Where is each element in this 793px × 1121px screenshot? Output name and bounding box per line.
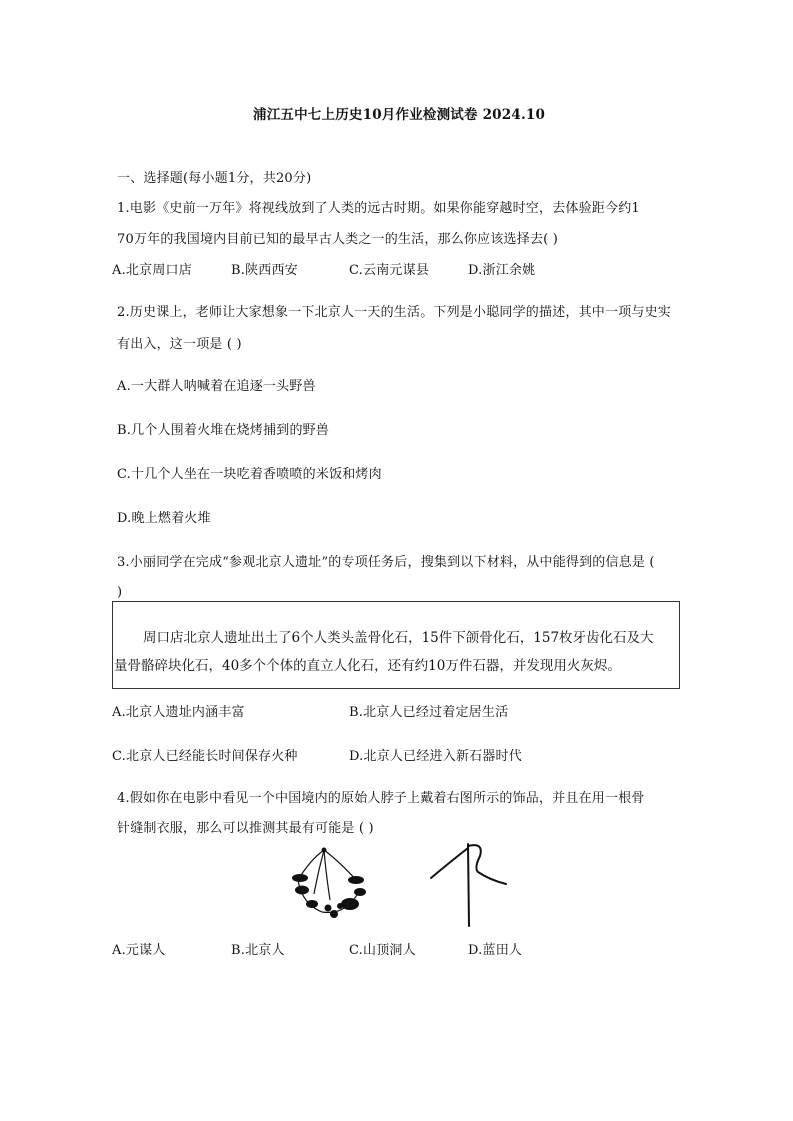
necklace-ornament-image (288, 842, 384, 922)
q3-material-line-1: 周口店北京人遗址出土了6个人类头盖骨化石，15件下颌骨化石，157枚牙齿化石及大 (143, 630, 654, 646)
q1-line-1: 1.电影《史前一万年》将视线放到了人类的远古时期。如果你能穿越时空，去体验距今约1 (117, 201, 640, 216)
q3-line-2: ) (117, 585, 123, 600)
q3-material-box (112, 601, 680, 689)
q3-line-1: 3.小丽同学在完成“参观北京人遗址”的专项任务后，搜集到以下材料，从中能得到的信息是 ( (117, 555, 655, 570)
q3-material-line-2: 量骨骼碎块化石，40多个个体的直立人化石，还有约10万件石器，并发现用火灰烬。 (114, 658, 621, 674)
q2-line-2: 有出入，这一项是 ( ) (117, 337, 242, 352)
q1-option-d: D.浙江余姚 (468, 263, 536, 278)
q2-option-a: A.一大群人呐喊着在追逐一头野兽 (117, 379, 316, 394)
q1-option-a: A.北京周口店 (112, 263, 192, 278)
bone-needle-image (428, 840, 508, 930)
q3-option-d: D.北京人已经进入新石器时代 (349, 749, 522, 764)
q2-option-d: D.晚上燃着火堆 (117, 511, 211, 526)
exam-title: 浦江五中七上历史10月作业检测试卷 2024.10 (253, 107, 546, 123)
q1-line-2: 70万年的我国境内目前已知的最早古人类之一的生活，那么你应该选择去( ) (117, 232, 559, 247)
q1-option-b: B.陕西西安 (231, 263, 298, 278)
q3-option-a: A.北京人遗址内涵丰富 (112, 705, 245, 720)
q4-option-b: B.北京人 (231, 943, 285, 958)
q4-option-d: D.蓝田人 (468, 943, 523, 958)
q4-option-a: A.元谋人 (112, 943, 166, 958)
q3-option-b: B.北京人已经过着定居生活 (349, 705, 509, 720)
q4-option-c: C.山顶洞人 (349, 943, 416, 958)
q1-option-c: C.云南元谋县 (349, 263, 430, 278)
q2-line-1: 2.历史课上，老师让大家想象一下北京人一天的生活。下列是小聪同学的描述，其中一项与史实 (117, 305, 672, 320)
q2-option-c: C.十几个人坐在一块吃着香喷喷的米饭和烤肉 (117, 467, 382, 482)
section-heading: 一、选择题(每小题1分，共20分) (117, 171, 312, 186)
q2-option-b: B.几个人围着火堆在烧烤捕到的野兽 (117, 423, 330, 438)
q4-line-2: 针缝制衣服，那么可以推测其最有可能是 ( ) (117, 821, 374, 836)
q4-line-1: 4.假如你在电影中看见一个中国境内的原始人脖子上戴着右图所示的饰品，并且在用一根骨 (117, 791, 645, 806)
q3-option-c: C.北京人已经能长时间保存火种 (112, 749, 298, 764)
